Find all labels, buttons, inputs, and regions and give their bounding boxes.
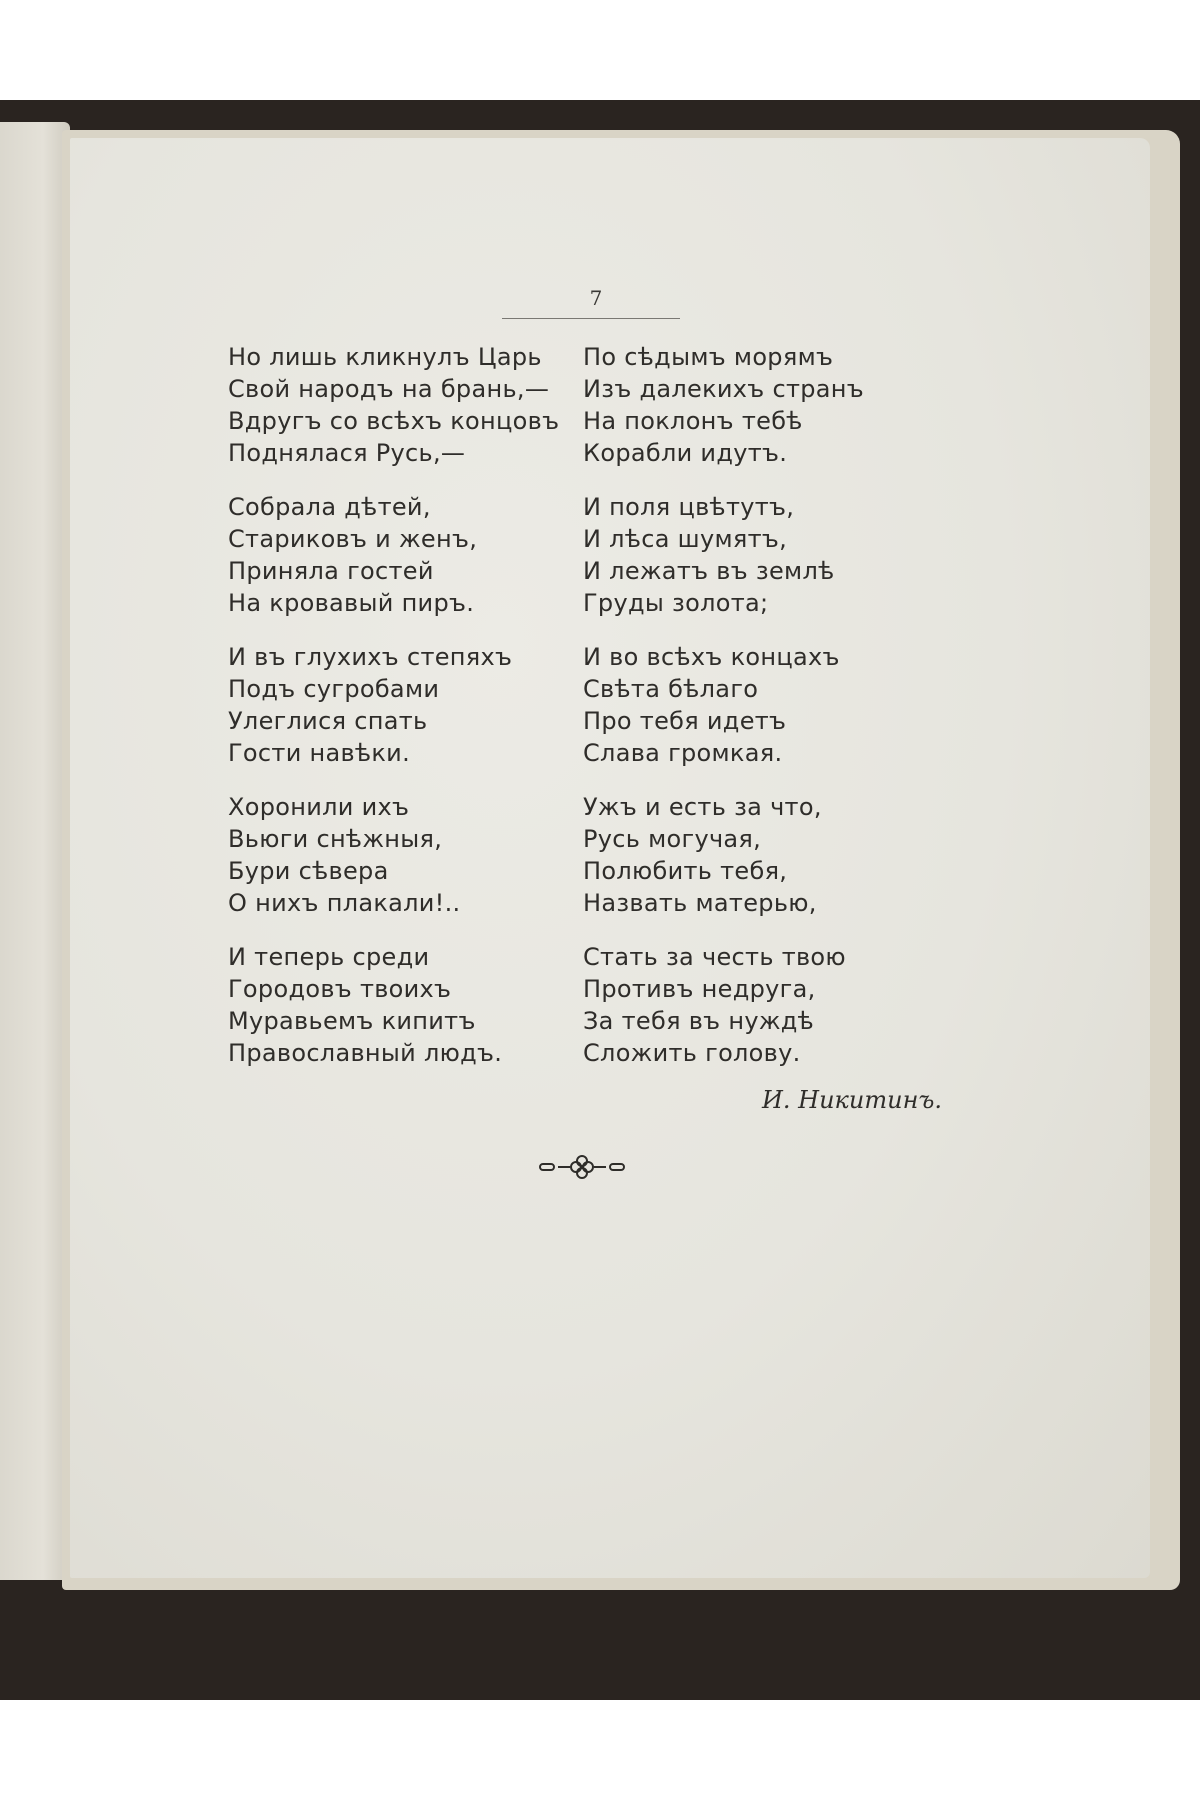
poem-line: Гости навѣки.: [228, 739, 411, 767]
book-page: [70, 138, 1150, 1578]
poem-line: Груды золота;: [583, 589, 769, 617]
stanza: [583, 791, 943, 919]
floral-ornament-icon: [522, 1153, 642, 1181]
poem-line: Полюбить тебя,: [583, 857, 788, 885]
poem-line: Свѣта бѣлаго: [583, 675, 759, 703]
poem-line: За тебя въ нуждѣ: [583, 1007, 815, 1035]
poem-column-left: [228, 341, 588, 1091]
stanza: [228, 941, 588, 1069]
poem-line: И лежатъ въ землѣ: [583, 557, 835, 585]
poem-line: Противъ недруга,: [583, 975, 816, 1003]
poem-line: Корабли идутъ.: [583, 439, 788, 467]
poem-line: Подъ сугробами: [228, 675, 440, 703]
poem-line: Слава громкая.: [583, 739, 783, 767]
stanza: [583, 491, 943, 619]
poem-line: Муравьемъ кипитъ: [228, 1007, 476, 1035]
poem-line: Городовъ твоихъ: [228, 975, 452, 1003]
stanza: [228, 641, 588, 769]
poem-line: Приняла гостей: [228, 557, 434, 585]
poem-line: Вьюги снѣжныя,: [228, 825, 443, 853]
left-page-edge: [0, 122, 70, 1580]
stanza: [583, 641, 943, 769]
poem-line: Стать за честь твою: [583, 943, 846, 971]
poem-line: Вдругъ со всѣхъ концовъ: [228, 407, 560, 435]
stanza: [228, 341, 588, 469]
poem-line: Свой народъ на брань,—: [228, 375, 550, 403]
poem-line: Улеглися спать: [228, 707, 428, 735]
poem-line: Про тебя идетъ: [583, 707, 787, 735]
poem-line: По сѣдымъ морямъ: [583, 343, 834, 371]
stanza: [583, 341, 943, 469]
poem-line: О нихъ плакали!..: [228, 889, 461, 917]
poem-line: Но лишь кликнулъ Царь: [228, 343, 542, 371]
author-signature: И. Никитинъ.: [761, 1086, 942, 1114]
page-number: 7: [589, 286, 603, 310]
book-photo: [0, 100, 1200, 1700]
poem-line: И теперь среди: [228, 943, 430, 971]
poem-line: Ужъ и есть за что,: [583, 793, 822, 821]
poem-line: На поклонъ тебѣ: [583, 407, 803, 435]
poem-line: И поля цвѣтутъ,: [583, 493, 795, 521]
poem-line: И лѣса шумятъ,: [583, 525, 788, 553]
stanza: [583, 941, 943, 1069]
poem-line: И во всѣхъ концахъ: [583, 643, 840, 671]
poem-line: Стариковъ и женъ,: [228, 525, 478, 553]
poem-line: На кровавый пиръ.: [228, 589, 475, 617]
stanza: [228, 791, 588, 919]
poem-line: Хоронили ихъ: [228, 793, 410, 821]
stanza: [228, 491, 588, 619]
poem-line: Собрала дѣтей,: [228, 493, 431, 521]
page-number-rule: [502, 318, 680, 319]
poem-line: Изъ далекихъ странъ: [583, 375, 865, 403]
poem-line: И въ глухихъ степяхъ: [228, 643, 513, 671]
poem-line: Сложить голову.: [583, 1039, 801, 1067]
poem-line: Бури сѣвера: [228, 857, 389, 885]
poem-line: Православный людъ.: [228, 1039, 503, 1067]
poem-column-right: [583, 341, 943, 1091]
poem-line: Поднялася Русь,—: [228, 439, 466, 467]
poem-line: Назвать матерью,: [583, 889, 817, 917]
poem-line: Русь могучая,: [583, 825, 762, 853]
